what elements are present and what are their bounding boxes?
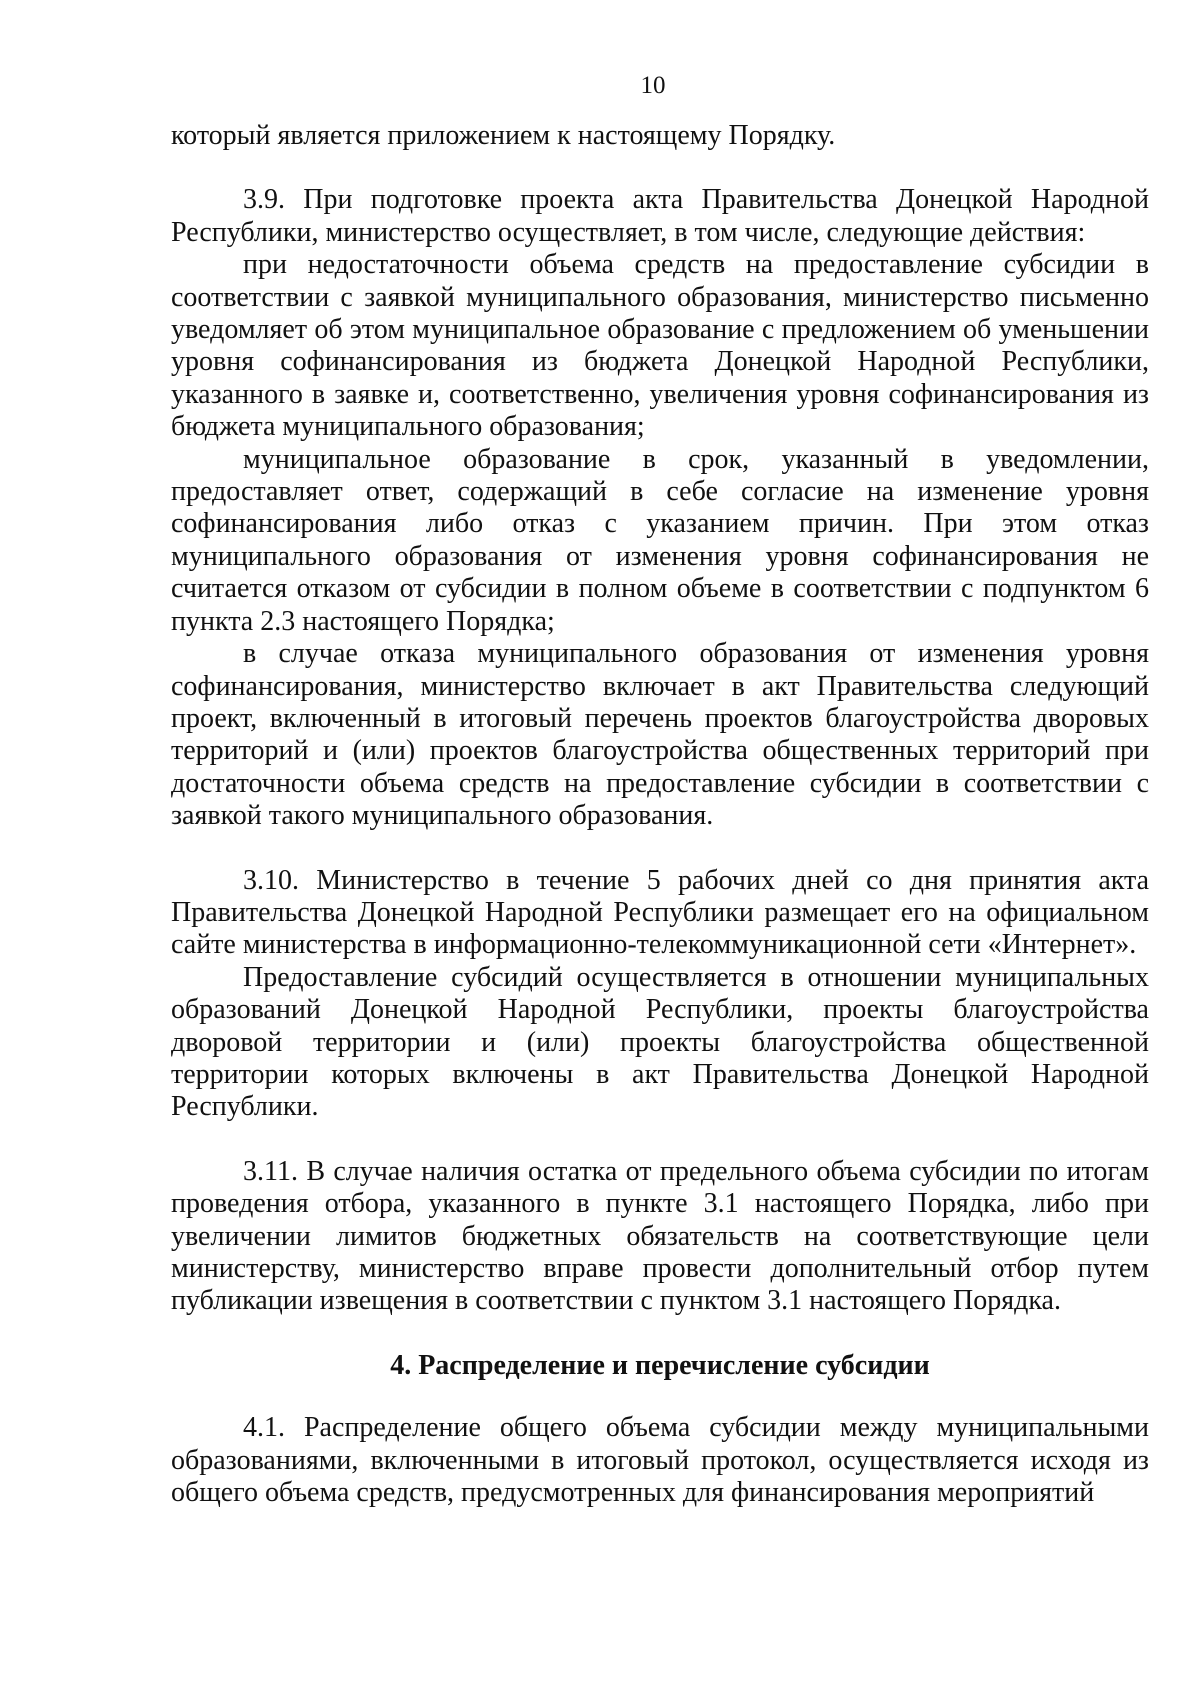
paragraph-3-10-cont: Предоставление субсидий осуществляется в отношении муниципальных образований Донецкой Народной Республики, проекты благоустройства дворовой территории и (или) проекты благоустройства общественной территории которых включены в акт Правительства Донецкой Народной Республики. bbox=[171, 961, 1149, 1123]
paragraph-3-11: 3.11. В случае наличия остатка от предельного объема субсидии по итогам проведения отбора, указанного в пункте 3.1 настоящего Порядка, либо при увеличении лимитов бюджетных обязательств на соответствующие цели министерству, министерство вправе провести дополнительный отбор путем публикации извещения в соответствии с пунктом 3.1 настоящего Порядка. bbox=[171, 1155, 1149, 1317]
page-number: 10 bbox=[640, 72, 666, 99]
paragraph-3-9-item-1: при недостаточности объема средств на предоставление субсидии в соответствии с заявкой муниципального образования, министерство письменно уведомляет об этом муниципальное образование с предложением об уменьшении уровня софинансирования из бюджета Донецкой Народной Республики, указанного в заявке и, соответственно, увеличения уровня софинансирования из бюджета муниципального образования; bbox=[171, 249, 1149, 443]
paragraph-3-9: 3.9. При подготовке проекта акта Правительства Донецкой Народной Республики, министерство осуществляет, в том числе, следующие действия: bbox=[171, 184, 1149, 248]
paragraph-3-10: 3.10. Министерство в течение 5 рабочих дней со дня принятия акта Правительства Донецкой Народной Республики размещает его на официальном сайте министерства в информационно-телекоммуникационной сети «Интернет». bbox=[171, 864, 1149, 961]
section-heading-4: 4. Распределение и перечисление субсидии bbox=[390, 1349, 930, 1381]
paragraph-continuation: который является приложением к настоящему Порядку. bbox=[171, 120, 836, 151]
document-body bbox=[171, 120, 1149, 1509]
paragraph-3-9-item-3: в случае отказа муниципального образования от изменения уровня софинансирования, министерство включает в акт Правительства следующий проект, включенный в итоговый перечень проектов благоустройства дворовых территорий и (или) проектов благоустройства общественных территорий при достаточности объема средств на предоставление субсидии в соответствии с заявкой такого муниципального образования. bbox=[171, 638, 1149, 832]
paragraph-3-9-item-2: муниципальное образование в срок, указанный в уведомлении, предоставляет ответ, содержащий в себе согласие на изменение уровня софинансирования либо отказ с указанием причин. При этом отказ муниципального образования от изменения уровня софинансирования не считается отказом от субсидии в полном объеме в соответствии с подпунктом 6 пункта 2.3 настоящего Порядка; bbox=[171, 443, 1149, 637]
paragraph-4-1: 4.1. Распределение общего объема субсидии между муниципальными образованиями, включенными в итоговый протокол, осуществляется исходя из общего объема средств, предусмотренных для финансирования мероприятий bbox=[171, 1412, 1149, 1509]
